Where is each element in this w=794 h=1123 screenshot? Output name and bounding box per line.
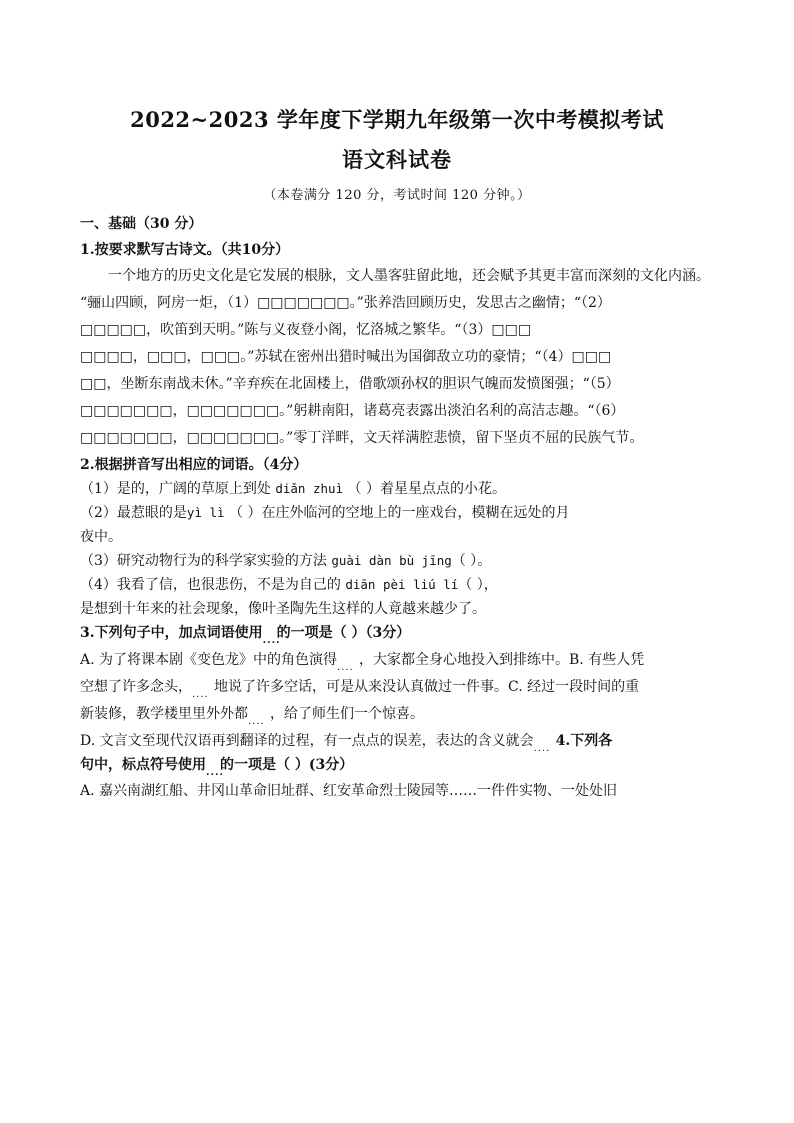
q4-heading-cont: 句中，标点符号使用.... 的一项是（ ）(3分） [80, 755, 720, 775]
q1-line: 一个地方的历史文化是它发展的根脉，文人墨客驻留此地，还会赋予其更丰富而深刻的文化内涵。 [108, 268, 710, 284]
q3-option-d: D. 文言文至现代汉语再到翻译的过程，有一点点的误差，表达的含义就会.... 4.下列各 [80, 731, 720, 751]
q1-heading: 1.按要求默写古诗文。（共10分） [80, 242, 290, 258]
exam-subtitle: 语文科试卷 [342, 147, 452, 172]
q1-line: □□□□，□□□，□□□。”苏轼在密州出猎时喊出为国御敌立功的豪情；“（4）□□□ [80, 349, 612, 365]
q1-line: “骊山四顾，阿房一炬，（1）□□□□□□□。”张养浩回顾历史，发思古之幽情；“（2） [80, 295, 611, 311]
q2-item-2: （2）最惹眼的是yì lì （ ）在庄外临河的空地上的一座戏台，模糊在远处的月 [80, 505, 570, 521]
emphasis-blank [206, 755, 220, 769]
section-heading: 一、基础（30 分） [80, 216, 203, 232]
q2-item-1: （1）是的，广阔的草原上到处 diǎn zhuì （ ）着星星点点的小花。 [80, 481, 506, 497]
q3-option-b: 空想了许多念头，.... 地说了许多空话，可是从来没认真做过一件事。C. 经过一段时间的重 [80, 677, 720, 697]
q4-option-a: A. 嘉兴南湖红船、井冈山革命旧址群、红安革命烈士陵园等……一件件实物、一处处旧 [80, 783, 618, 799]
q1-line: □□□□□□□，□□□□□□□。”躬耕南阳，诸葛亮表露出淡泊名利的高洁志趣。“（6） [80, 403, 625, 419]
emphasis-blank [248, 704, 270, 718]
emphasis-blank [192, 677, 214, 691]
q2-heading: 2.根据拼音写出相应的词语。（4分） [80, 457, 308, 473]
exam-note: （本卷满分 120 分，考试时间 120 分钟。） [263, 188, 531, 203]
q2-item-3: （3）研究动物行为的科学家实验的方法 guài dàn bù jīng（ ）。 [80, 553, 492, 569]
q1-line: □□，坐断东南战未休。”辛弃疾在北固楼上，借歌颂孙权的胆识气魄而发愤图强；“（5） [80, 376, 620, 392]
pinyin: diān pèi liú lí [345, 577, 459, 592]
q3-option-c: 新装修，教学楼里里外外都.... ，给了师生们一个惊喜。 [80, 704, 720, 724]
q3-option-a: A. 为了将课本剧《变色龙》中的角色演得.... ，大家都全身心地投入到排练中。B. 有些人凭 [80, 650, 720, 670]
q1-line: □□□□□□□，□□□□□□□。”零丁洋畔，文天祥满腔悲愤，留下坚贞不屈的民族气节。 [80, 430, 644, 446]
q2-item-2-cont: 夜中。 [80, 529, 122, 545]
q2-item-4: （4）我看了信，也很悲伤，不是为自己的 diān pèi liú lí（ ）， [80, 577, 498, 593]
q1-line: □□□□□，吹笛到天明。”陈与义夜登小阁，忆洛城之繁华。“（3）□□□ [80, 322, 532, 338]
emphasis-blank [534, 731, 556, 745]
emphasis-blank [337, 650, 359, 664]
pinyin: yì lì [186, 505, 225, 520]
pinyin: diǎn zhuì [275, 481, 344, 496]
q4-heading: 4.下列各 [555, 733, 613, 749]
emphasis-blank [263, 623, 277, 637]
exam-title: 2022~2023 学年度下学期九年级第一次中考模拟考试 [130, 107, 664, 132]
q2-item-4-cont: 是想到十年来的社会现象，像叶圣陶先生这样的人竟越来越少了。 [80, 601, 486, 617]
pinyin: guài dàn bù jīng [331, 553, 452, 568]
q3-heading: 3.下列句子中，加点词语使用.... 的一项是（ ）（3分） [80, 623, 720, 643]
